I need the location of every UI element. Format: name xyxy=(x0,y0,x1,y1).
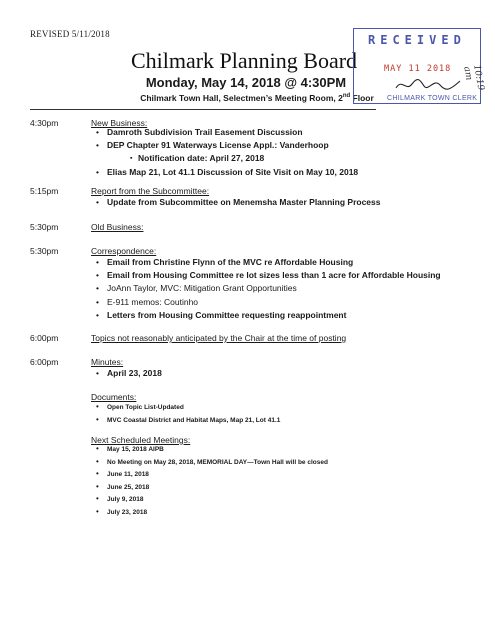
list-item: • Elias Map 21, Lot 41.1 Discussion of Site Visit on May 10, 2018 xyxy=(91,166,358,179)
documents-list xyxy=(91,402,280,427)
time-minutes: 6:00pm xyxy=(30,357,59,367)
list-item: • JoAnn Taylor, MVC: Mitigation Grant Opportunities xyxy=(91,282,441,295)
subcommittee-list xyxy=(91,196,380,209)
meeting-date: Monday, May 14, 2018 @ 4:30PM xyxy=(145,75,347,90)
header-divider xyxy=(30,109,376,110)
heading-subcommittee: Report from the Subcommittee: xyxy=(91,186,210,196)
list-item: • June 25, 2018 xyxy=(91,482,328,495)
signature-icon xyxy=(394,76,464,94)
list-item: • June 11, 2018 xyxy=(91,469,328,482)
heading-topics: Topics not reasonably anticipated by the Chair at the time of posting xyxy=(91,333,347,343)
list-item: • Open Topic List-Updated xyxy=(91,402,280,415)
list-item: • July 9, 2018 xyxy=(91,494,328,507)
list-subitem: ▪ Notification date: April 27, 2018 xyxy=(91,152,358,165)
new-business-list xyxy=(91,126,358,179)
heading-next-meetings: Next Scheduled Meetings: xyxy=(91,435,191,445)
list-item: • Damroth Subdivision Trail Easement Discussion xyxy=(91,126,358,139)
list-item: • E-911 memos: Coutinho xyxy=(91,296,441,309)
location-text: Chilmark Town Hall, Selectmen’s Meeting Room, 2 xyxy=(140,93,343,103)
list-item: • Letters from Housing Committee requesting reappointment xyxy=(91,309,441,322)
list-item: • July 23, 2018 xyxy=(91,507,328,520)
minutes-list xyxy=(91,367,162,380)
time-new-business: 4:30pm xyxy=(30,118,59,128)
heading-documents: Documents: xyxy=(91,392,137,402)
correspondence-list xyxy=(91,256,441,322)
stamp-date: MAY 11 2018 xyxy=(384,64,452,74)
list-item: • April 23, 2018 xyxy=(91,367,162,380)
list-item: • Email from Christine Flynn of the MVC re Affordable Housing xyxy=(91,256,441,269)
handwritten-time-note: 10:19 am xyxy=(461,64,486,92)
heading-old-business: Old Business: xyxy=(91,222,144,232)
time-topics: 6:00pm xyxy=(30,333,59,343)
heading-new-business: New Business: xyxy=(91,118,148,128)
list-item: • Email from Housing Committee re lot sizes less than 1 acre for Affordable Housing xyxy=(91,269,441,282)
list-item: • May 15, 2018 AIPB xyxy=(91,444,328,457)
stamp-clerk: CHILMARK TOWN CLERK xyxy=(387,95,478,102)
heading-minutes: Minutes: xyxy=(91,357,124,367)
time-subcommittee: 5:15pm xyxy=(30,186,59,196)
list-item: • MVC Coastal District and Habitat Maps, Map 21, Lot 41.1 xyxy=(91,415,280,428)
revised-date: REVISED 5/11/2018 xyxy=(30,29,110,39)
time-old-business: 5:30pm xyxy=(30,222,59,232)
location-superscript: nd xyxy=(342,93,351,100)
list-item: • No Meeting on May 28, 2018, MEMORIAL DAY—Town Hall will be closed xyxy=(91,457,328,470)
received-stamp xyxy=(353,28,481,104)
page-title: Chilmark Planning Board xyxy=(130,48,358,73)
next-meetings-list xyxy=(91,444,328,519)
list-item: • DEP Chapter 91 Waterways License Appl.: Vanderhoop xyxy=(91,139,358,152)
stamp-received-label: RECEIVED xyxy=(368,33,466,47)
heading-correspondence: Correspondence: xyxy=(91,246,157,256)
location-floor: Floor xyxy=(350,93,374,103)
list-item: • Update from Subcommittee on Menemsha Master Planning Process xyxy=(91,196,380,209)
time-correspondence: 5:30pm xyxy=(30,246,59,256)
